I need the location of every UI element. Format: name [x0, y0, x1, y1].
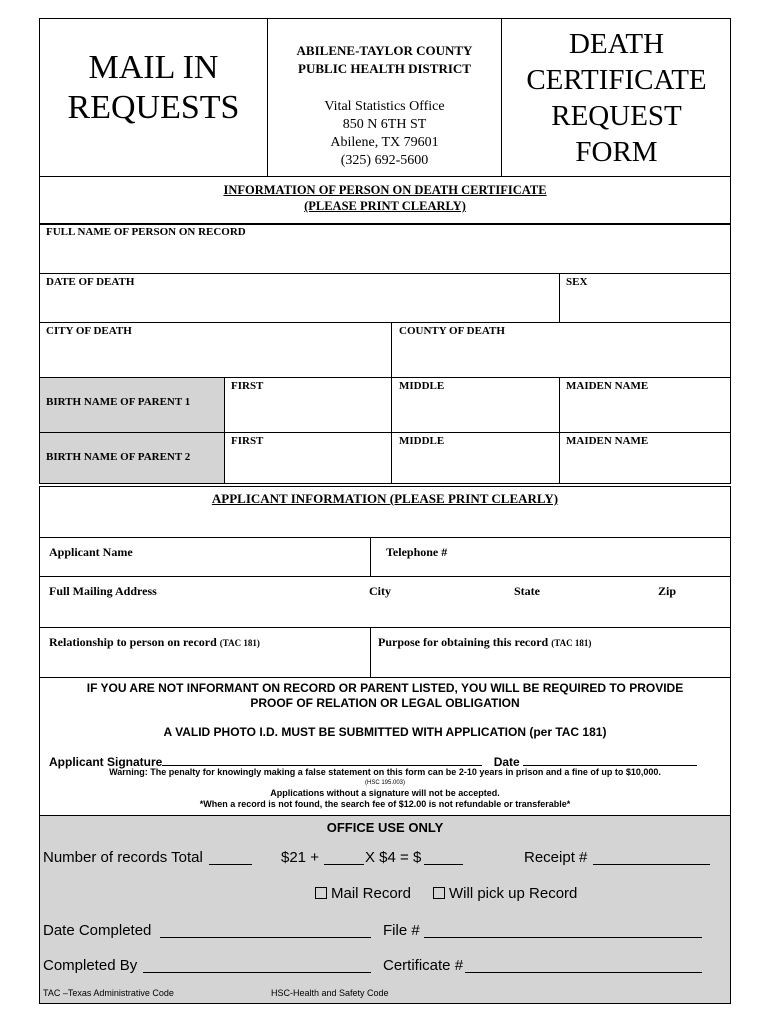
date-line[interactable] [523, 752, 697, 766]
parent1-maiden-label: MAIDEN NAME [566, 380, 649, 392]
applicant-name-label: Applicant Name [49, 545, 133, 559]
photo-id-notice: A VALID PHOTO I.D. MUST BE SUBMITTED WITH APPLICATION (per TAC 181) [163, 725, 607, 739]
signature-required-text: Applications without a signature will not be accepted. [270, 788, 500, 798]
tac-ref: (TAC 181) [219, 638, 260, 648]
title-line: MAIL IN [88, 49, 219, 86]
date-completed-line[interactable] [160, 925, 371, 938]
signature-line[interactable] [162, 752, 482, 766]
title-line: CERTIFICATE [526, 64, 707, 96]
section-title: INFORMATION OF PERSON ON DEATH CERTIFICATE [223, 183, 547, 197]
mail-record-label: Mail Record [331, 885, 412, 902]
warning-text: Warning: The penalty for knowingly making a false statement on this form can be 2-10 years in prison and a fine of up to $10,000. [109, 767, 661, 777]
relationship-label [49, 635, 260, 650]
title-line: DEATH [568, 28, 665, 60]
records-total-label: Number of records Total [43, 849, 203, 866]
full-name-label: FULL NAME OF PERSON ON RECORD [46, 226, 246, 238]
certificate-number-label: Certificate # [383, 957, 464, 974]
purpose-text: Purpose for obtaining this record [378, 635, 549, 649]
zip-label: Zip [658, 584, 677, 598]
tac-footnote: TAC –Texas Administrative Code [43, 988, 174, 998]
office-use-title: OFFICE USE ONLY [326, 820, 444, 835]
date-completed-label: Date Completed [43, 922, 152, 939]
completed-by-label: Completed By [43, 957, 138, 974]
office-city: Abilene, TX 79601 [330, 135, 439, 150]
parent2-middle-label: MIDDLE [399, 435, 445, 447]
receipt-label: Receipt # [524, 849, 588, 866]
pick-up-checkbox[interactable] [433, 887, 445, 899]
pick-up-option[interactable] [433, 885, 577, 902]
title-line: FORM [575, 136, 658, 168]
date-of-death-label: DATE OF DEATH [46, 276, 135, 288]
parent2-first-label: FIRST [231, 435, 264, 447]
title-line: REQUESTS [67, 89, 240, 126]
notice-line: PROOF OF RELATION OR LEGAL OBLIGATION [250, 696, 520, 710]
certificate-number-line[interactable] [465, 960, 702, 973]
hsc-footnote: HSC-Health and Safety Code [271, 988, 389, 998]
records-total-line[interactable] [209, 852, 252, 865]
parent1-middle-label: MIDDLE [399, 380, 445, 392]
mail-in-requests-title [40, 48, 267, 128]
parent1-label: BIRTH NAME OF PARENT 1 [46, 396, 191, 408]
purpose-label [378, 635, 591, 650]
relation-notice [39, 681, 731, 711]
agency-name: PUBLIC HEALTH DISTRICT [298, 61, 471, 76]
telephone-label: Telephone # [386, 545, 448, 559]
section-subtitle: (PLEASE PRINT CLEARLY) [304, 199, 466, 213]
record-count-line[interactable] [324, 852, 364, 865]
fee-total-line[interactable] [424, 852, 463, 865]
office-name: Vital Statistics Office [324, 99, 445, 114]
hsc-reference: (HSC 195.003) [364, 780, 406, 786]
decedent-section-title [39, 182, 731, 214]
completed-by-line[interactable] [143, 960, 371, 973]
mail-record-checkbox[interactable] [315, 887, 327, 899]
file-number-line[interactable] [424, 925, 702, 938]
agency-name: ABILENE-TAYLOR COUNTY [296, 43, 473, 58]
title-line: REQUEST [551, 100, 682, 132]
mail-record-option[interactable] [315, 885, 411, 902]
office-phone: (325) 692-5600 [340, 153, 429, 168]
office-street: 850 N 6TH ST [342, 117, 427, 132]
mailing-address-label: Full Mailing Address [49, 584, 157, 598]
fee-text-1: $21 + [281, 849, 319, 866]
office-use-section [39, 815, 731, 1004]
parent2-label: BIRTH NAME OF PARENT 2 [46, 451, 191, 463]
notice-line: IF YOU ARE NOT INFORMANT ON RECORD OR PARENT LISTED, YOU WILL BE REQUIRED TO PROVIDE [86, 681, 684, 695]
applicant-section-title: APPLICANT INFORMATION (PLEASE PRINT CLEARLY) [211, 491, 559, 506]
parent2-maiden-label: MAIDEN NAME [566, 435, 649, 447]
state-label: State [514, 584, 540, 598]
file-number-label: File # [383, 922, 420, 939]
relationship-text: Relationship to person on record [49, 635, 217, 649]
receipt-line[interactable] [593, 852, 710, 865]
sex-label: SEX [566, 276, 588, 288]
pick-up-label: Will pick up Record [449, 885, 578, 902]
form-title [502, 26, 731, 170]
search-fee-text: *When a record is not found, the search fee of $12.00 is not refundable or transferable* [199, 799, 571, 809]
city-label: City [369, 584, 391, 598]
agency-block [268, 42, 501, 170]
signature-label: Applicant Signature [49, 755, 163, 769]
fee-text-2: X $4 = $ [365, 849, 422, 866]
tac-ref: (TAC 181) [551, 638, 592, 648]
date-label: Date [493, 755, 520, 769]
county-of-death-label: COUNTY OF DEATH [399, 325, 505, 337]
parent1-first-label: FIRST [231, 380, 264, 392]
city-of-death-label: CITY OF DEATH [46, 325, 132, 337]
